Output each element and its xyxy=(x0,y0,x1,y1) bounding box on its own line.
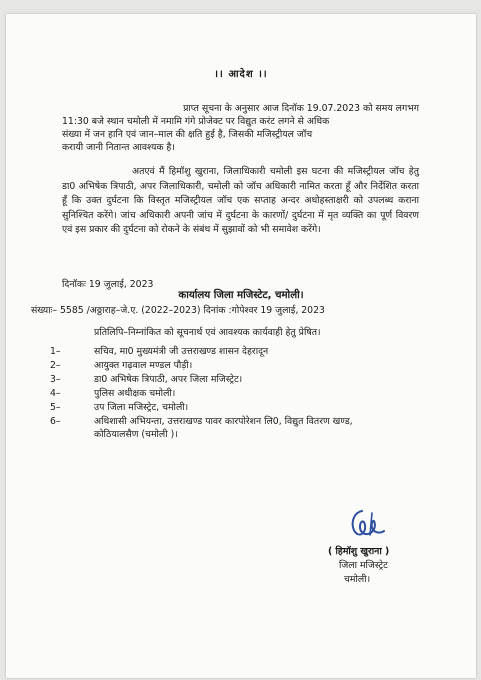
recipient-item-cont: कोठियालसैण (चमोली )। xyxy=(94,429,178,440)
para1-line2: 11:30 बजे स्थान चमोली में नमामि गंगे प्रोजेक्ट पर विद्युत करंट लगने से अधिक xyxy=(62,116,330,127)
recipient-item: सचिव, मा0 मुख्यमंत्री जी उत्तराखण्ड शासन देहरादून xyxy=(94,346,269,357)
para1-line1: प्राप्त सूचना के अनुसार आज दिनॉक 19.07.2023 को समय लगभग xyxy=(183,103,419,114)
recipient-number: 2– xyxy=(50,360,61,371)
signatory-designation: जिला मजिस्ट्रेट xyxy=(339,560,388,571)
signatory-name: ( हिमॉशु खुराना ) xyxy=(328,546,390,557)
recipient-item: अधिशासी अभियन्ता, उत्तराखण्ड पावर कारपोरेशन लि0, विद्युत वितरण खण्ड, xyxy=(94,416,353,427)
recipient-item: उप जिला मजिस्ट्रेट, चमोली। xyxy=(94,402,189,413)
recipient-item: आयुक्त गढ़वाल मण्डल पौड़ी। xyxy=(94,360,193,371)
recipient-number: 6– xyxy=(50,416,61,427)
recipient-item: डा0 अभिषेक त्रिपाठी, अपर जिला मजिस्ट्रेट। xyxy=(94,374,243,385)
office-heading: कार्यालय जिला मजिस्टेट, चमोली। xyxy=(178,290,304,301)
para1-line3: संख्या में जन हानि एवं जान–माल की क्षति हुई है, जिसकी मजिस्ट्रीयल जॉच xyxy=(62,129,313,140)
recipient-number: 1– xyxy=(50,346,61,357)
reference-line: संख्याः– 5585 /अठ्ठाराह–जे.ए. (2022–2023) दिनांक :गोपेश्वर 19 जुलाई, 2023 xyxy=(31,305,325,316)
order-paragraph: अतएवं मैं हिमॉशु खुराना, जिलाधिकारी चमोली इस घटना की मजिस्ट्रीयल जॉच हेतु डा0 अभिषेक त्रिपाठी, अपर जिलाधिकारी, चमोली को जॉच अधिकारी नामित करता हूँ और निर्देशित करता हूँ कि उक्त दुर्घटना कि विस्तृत मजिस्ट्रीयल जॉच एक सप्ताह अन्दर अधोहस्ताक्षरी को उपलब्ध कराना सुनिश्चित करेंगे। जांच अधिकारी अपनी जांच में दुर्घटना के कारणों/ दुर्घटना में मृत व्यक्ति का पूर्ण विवरण एवं इस प्रकार की दुर्घटना को रोकने के संबंध में सुझावों को भी समावेश करेंगे। xyxy=(62,166,419,235)
recipient-number: 4– xyxy=(50,388,61,399)
para1-line4: करायी जानी नितान्त आवश्यक है। xyxy=(62,142,175,153)
copy-intro: प्रतिलिपि–निम्नांकित को सूचनार्थ एवं आवश्यक कार्यवाही हेतु प्रेषित। xyxy=(94,327,321,338)
recipient-number: 3– xyxy=(50,374,61,385)
signature-mark xyxy=(348,507,388,541)
signatory-place: चमोली। xyxy=(344,574,371,585)
order-date: दिनॉकः 19 जुलाई, 2023 xyxy=(62,279,154,290)
recipient-number: 5– xyxy=(50,402,61,413)
document-page xyxy=(6,14,476,678)
order-title: ।। आदेश ।। xyxy=(214,69,268,80)
recipient-item: पुलिस अधीक्षक चमोली। xyxy=(94,388,176,399)
